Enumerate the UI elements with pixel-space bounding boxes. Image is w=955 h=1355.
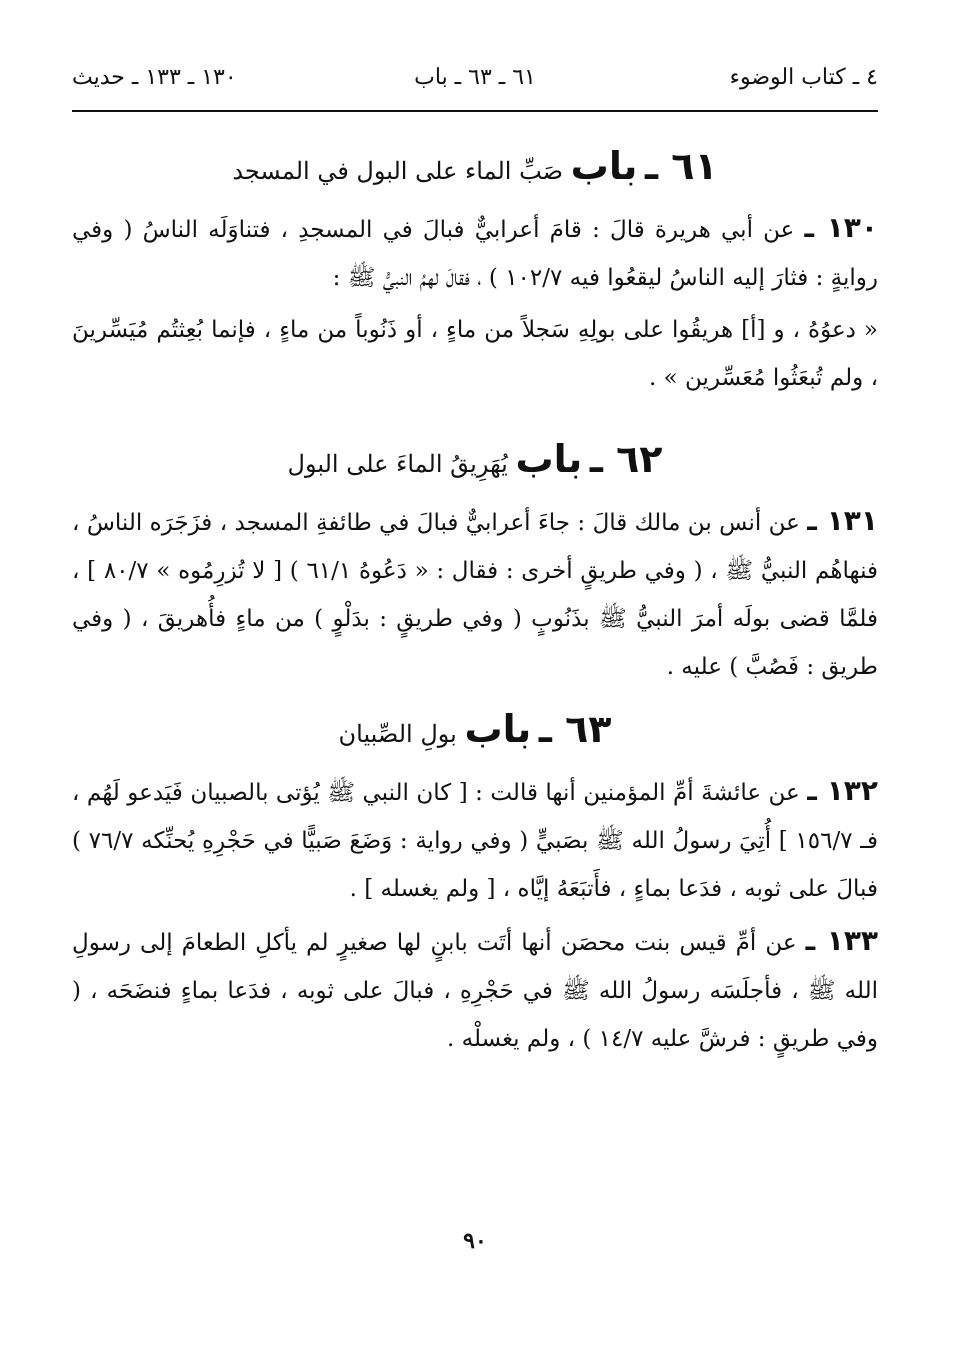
chapter-number: ٦٢ ـ — [589, 437, 663, 481]
chapter-label: باب — [515, 437, 583, 481]
header-rule — [72, 110, 878, 112]
chapter-title: صَبِّ الماء على البول في المسجد — [232, 157, 564, 185]
chapter-heading-62 — [72, 425, 878, 493]
hadith-number: ١٣٣ ـ — [805, 924, 879, 957]
running-head-book: ٤ ـ كتاب الوضوء — [729, 65, 878, 90]
running-head-hadith-range: ١٣٠ ـ ١٣٣ ـ حديث — [72, 65, 237, 90]
hadith-number: ١٣١ ـ — [807, 504, 878, 537]
page-content — [72, 128, 878, 1067]
page-number: ٩٠ — [463, 1228, 487, 1254]
hadith-text: عن أبي هريرة قالَ : قامَ أعرابيٌّ فبالَ في المسجدِ ، فتناوَلَه الناسُ ( وفي روايةٍ : فثارَ إليه الناسُ ليقعُوا فيه ١٠٢/٧ ) ، فقالَ لهمُ النبيُّ ﷺ : — [72, 217, 878, 291]
chapter-heading-61 — [72, 132, 878, 200]
chapter-number: ٦٣ ـ — [538, 707, 612, 751]
hadith-text: عن أنس بن مالك قالَ : جاءَ أعرابيٌّ فبالَ في طائفةِ المسجد ، فزَجَرَه الناسُ ، فنهاهُم النبيُّ ﷺ ، ( وفي طريقٍ أخرى : فقال : « دَعُوهُ ٦١/١ ) [ لا تُزرِمُوه » ٨٠/٧ ] ، فلمَّا قضى بولَه أمرَ النبيُّ ﷺ بذَنُوبٍ ( وفي طريقٍ : بدَلْوٍ ) من ماءٍ فأُهريقَ ، ( وفي طريق : فَصُبَّ ) عليه . — [72, 510, 879, 680]
chapter-number: ٦١ ـ — [645, 144, 718, 188]
book-page — [72, 0, 878, 1355]
hadith-number: ١٣٢ ـ — [807, 774, 878, 807]
hadith-130 — [72, 204, 878, 302]
running-head-chapters: ٦١ ـ ٦٣ ـ باب — [414, 65, 536, 90]
hadith-number: ١٣٠ ـ — [804, 211, 878, 244]
chapter-title: بولِ الصِّبيان — [338, 720, 457, 748]
chapter-heading-63 — [72, 695, 878, 763]
chapter-label: باب — [570, 144, 638, 188]
hadith-text: عن عائشةَ أمِّ المؤمنين أنها قالت : [ كان النبي ﷺ يُؤتى بالصبيان فَيَدعو لَهُم ، فـ ١٥٦/٧ ] أُتِيَ رسولُ الله ﷺ بصَبيٍّ ( وفي رواية : وَضَعَ صَبيًّا في حَجْرِهِ يُحنِّكه ٧٦/٧ ) فبالَ على ثوبه ، فدَعا بماءٍ ، فأَتبَعَهُ إيَّاه ، [ ولم يغسله ] . — [72, 780, 878, 902]
hadith-130-quote: « دعوُهُ ، و [أ] هريقُوا على بولِهِ سَجلاً من ماءٍ ، أو ذَنُوباً من ماءٍ ، فإنما بُعِثتُم مُيَسِّرينَ ، ولم تُبعَثُوا مُعَسِّرين » . — [72, 317, 878, 391]
chapter-label: باب — [464, 707, 532, 751]
hadith-131 — [72, 497, 878, 691]
chapter-title: يُهَرِيقُ الماءَ على البول — [287, 450, 508, 478]
hadith-133 — [72, 917, 878, 1063]
hadith-132 — [72, 767, 878, 913]
hadith-text: عن أمِّ قيس بنت محصَن أنها أتَت بابنٍ لها صغيرٍ لم يأكلِ الطعامَ إلى رسولِ الله ﷺ ، فأجلَسَه رسولُ الله ﷺ في حَجْرِهِ ، فبالَ على ثوبه ، فدَعا بماءٍ فنضَحَه ، ( وفي طريقٍ : فرشَّ عليه ١٤/٧ ) ، ولم يغسلْه . — [72, 930, 878, 1052]
running-head — [72, 58, 878, 98]
